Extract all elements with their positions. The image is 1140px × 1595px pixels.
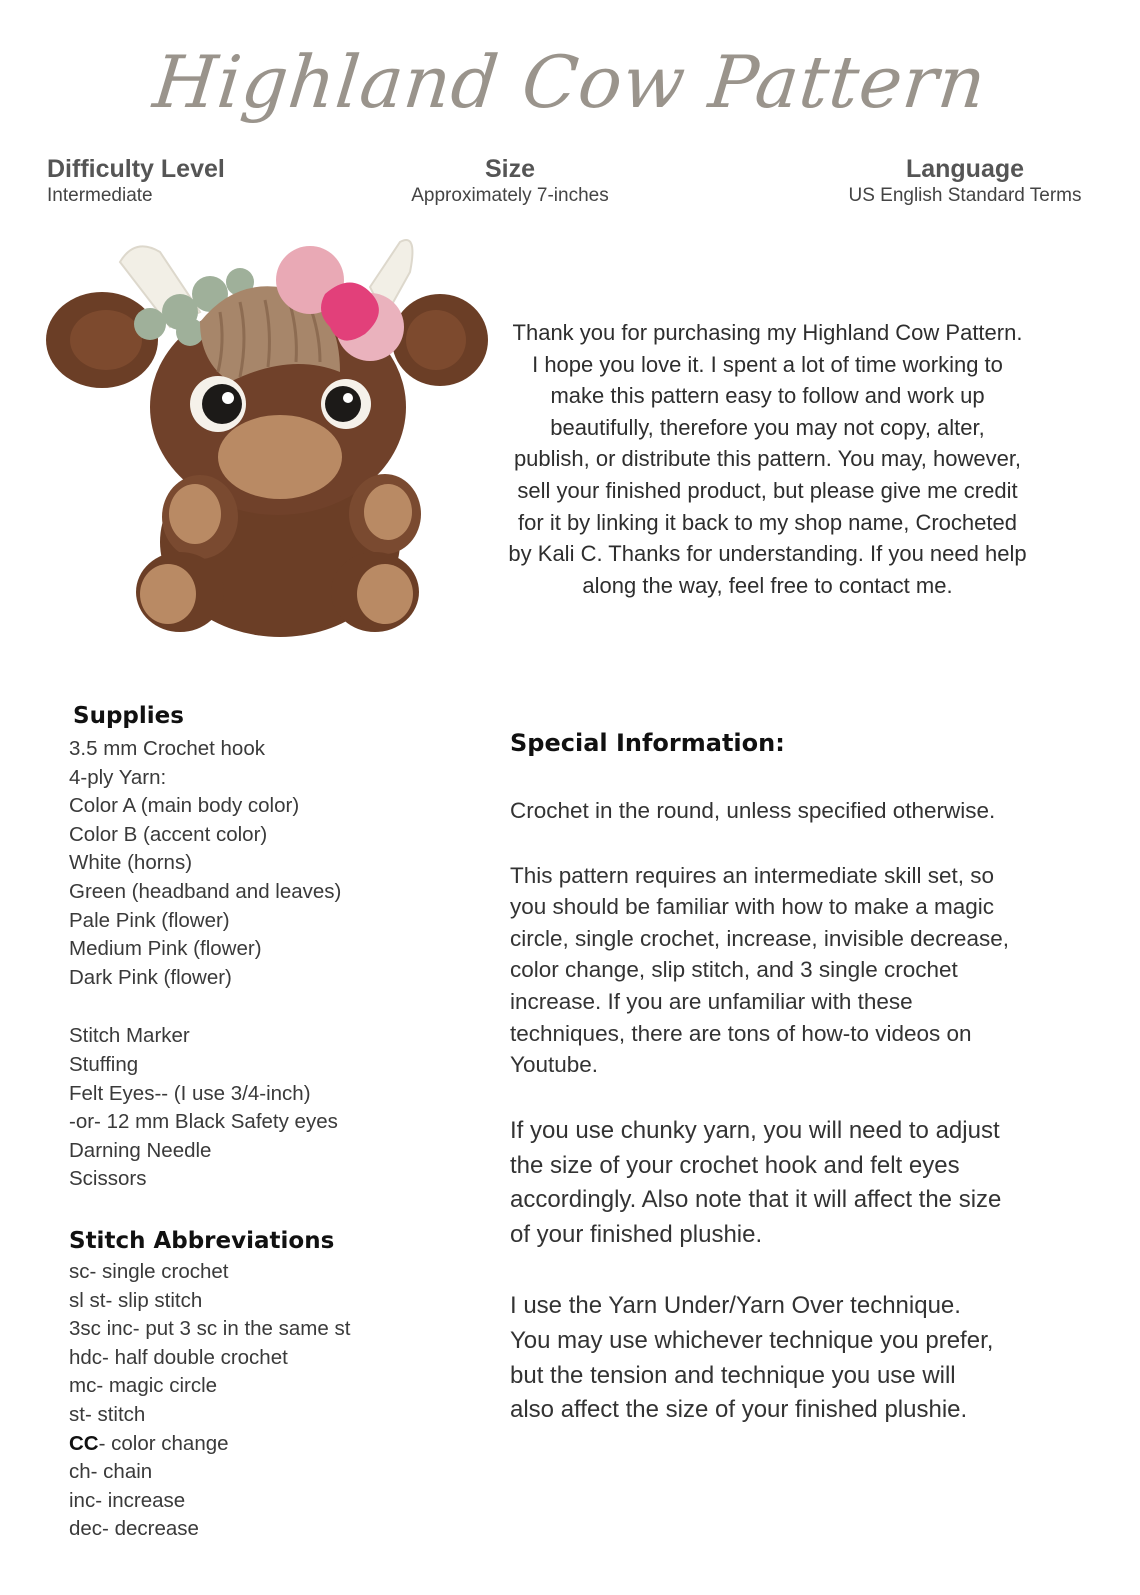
difficulty-block bbox=[47, 155, 225, 207]
intro-line: along the way, feel free to contact me. bbox=[582, 572, 953, 598]
supply-item: Dark Pink (flower) bbox=[69, 965, 232, 989]
special-line: techniques, there are tons of how-to videos on bbox=[510, 1020, 972, 1046]
intro-line: I hope you love it. I spent a lot of time working to bbox=[532, 351, 1003, 377]
supply-item: Darning Needle bbox=[69, 1138, 212, 1162]
special-line: the size of your crochet hook and felt eyes bbox=[510, 1151, 960, 1179]
intro-text bbox=[490, 317, 1045, 601]
supply-item: Stitch Marker bbox=[69, 1024, 190, 1048]
special-paragraph bbox=[510, 795, 1070, 827]
intro-line: publish, or distribute this pattern. You may, however, bbox=[513, 446, 1022, 472]
page-title: Highland Cow Pattern bbox=[149, 40, 991, 124]
special-line: increase. If you are unfamiliar with these bbox=[510, 988, 913, 1014]
intro-line: for it by linking it back to my shop name, Crocheted bbox=[518, 509, 1017, 535]
supply-item: Color B (accent color) bbox=[69, 822, 268, 846]
supplies-heading: Supplies bbox=[73, 703, 184, 729]
supply-item: 3.5 mm Crochet hook bbox=[69, 737, 265, 760]
special-line: color change, slip stitch, and 3 single crochet bbox=[510, 957, 958, 983]
supply-item: -or- 12 mm Black Safety eyes bbox=[69, 1110, 338, 1134]
supply-item: White (horns) bbox=[69, 851, 193, 875]
special-line: but the tension and technique you use will bbox=[510, 1361, 956, 1389]
size-label: Size bbox=[484, 155, 536, 183]
special-line: you should be familiar with how to make a magic bbox=[510, 894, 994, 920]
abbreviation-text: - color change bbox=[98, 1431, 229, 1455]
special-line: If you use chunky yarn, you will need to adjust bbox=[510, 1116, 1000, 1144]
intro-line: make this pattern easy to follow and work up bbox=[550, 383, 985, 409]
size-block bbox=[395, 155, 625, 207]
abbreviation-item bbox=[69, 1430, 429, 1459]
language-value: US English Standard Terms bbox=[848, 185, 1082, 206]
supply-item: Medium Pink (flower) bbox=[69, 937, 262, 961]
special-line: accordingly. Also note that it will affect the size bbox=[510, 1186, 1002, 1214]
abbreviation-item: hdc- half double crochet bbox=[69, 1345, 288, 1369]
abbreviation-code: CC bbox=[69, 1431, 99, 1455]
intro-line: beautifully, therefore you may not copy, alter, bbox=[550, 414, 985, 440]
supply-item: Scissors bbox=[69, 1167, 147, 1191]
special-line: of your finished plushie. bbox=[510, 1221, 763, 1249]
language-block bbox=[840, 155, 1090, 207]
special-line: Youtube. bbox=[510, 1052, 599, 1078]
size-value: Approximately 7-inches bbox=[411, 185, 609, 206]
intro-line: by Kali C. Thanks for understanding. If you need help bbox=[508, 541, 1027, 567]
supply-item: Stuffing bbox=[69, 1052, 139, 1076]
snout bbox=[218, 415, 342, 499]
abbreviations-heading: Stitch Abbreviations bbox=[69, 1228, 335, 1254]
supply-item: Felt Eyes-- (I use 3/4-inch) bbox=[69, 1081, 311, 1105]
supply-item: 4-ply Yarn: bbox=[69, 765, 167, 789]
abbreviation-item: sc- single crochet bbox=[69, 1260, 229, 1283]
special-line: Crochet in the round, unless specified otherwise. bbox=[510, 798, 996, 823]
special-line: also affect the size of your finished plushie. bbox=[510, 1396, 968, 1424]
special-line: circle, single crochet, increase, invisible decrease, bbox=[510, 925, 1009, 951]
difficulty-value: Intermediate bbox=[47, 185, 153, 206]
abbreviation-item: inc- increase bbox=[69, 1488, 186, 1512]
abbreviation-item: 3sc inc- put 3 sc in the same st bbox=[69, 1317, 351, 1341]
special-line: I use the Yarn Under/Yarn Over technique. bbox=[510, 1291, 961, 1319]
intro-line: Thank you for purchasing my Highland Cow Pattern. bbox=[512, 320, 1023, 345]
supply-item: Pale Pink (flower) bbox=[69, 908, 230, 932]
special-paragraph bbox=[510, 1114, 1070, 1253]
abbreviation-item: sl st- slip stitch bbox=[69, 1288, 203, 1312]
abbreviation-item: mc- magic circle bbox=[69, 1374, 218, 1398]
abbreviation-item: st- stitch bbox=[69, 1402, 146, 1426]
language-label: Language bbox=[905, 155, 1025, 183]
abbreviations-list bbox=[69, 1258, 429, 1544]
special-info bbox=[510, 795, 1070, 1464]
intro-line: sell your finished product, but please give me credit bbox=[517, 477, 1018, 503]
supply-item: Color A (main body color) bbox=[69, 794, 300, 818]
abbreviation-item: ch- chain bbox=[69, 1460, 153, 1484]
special-paragraph bbox=[510, 1289, 1070, 1428]
difficulty-label: Difficulty Level bbox=[47, 155, 225, 183]
special-info-heading: Special Information: bbox=[510, 729, 785, 757]
supply-item: Green (headband and leaves) bbox=[69, 879, 342, 903]
special-paragraph bbox=[510, 860, 1070, 1081]
special-line: You may use whichever technique you prefer, bbox=[510, 1326, 994, 1354]
supplies-list bbox=[69, 735, 429, 1194]
special-line: This pattern requires an intermediate skill set, so bbox=[510, 862, 994, 888]
highland-cow-photo bbox=[40, 232, 500, 652]
abbreviation-item: dec- decrease bbox=[69, 1517, 199, 1541]
